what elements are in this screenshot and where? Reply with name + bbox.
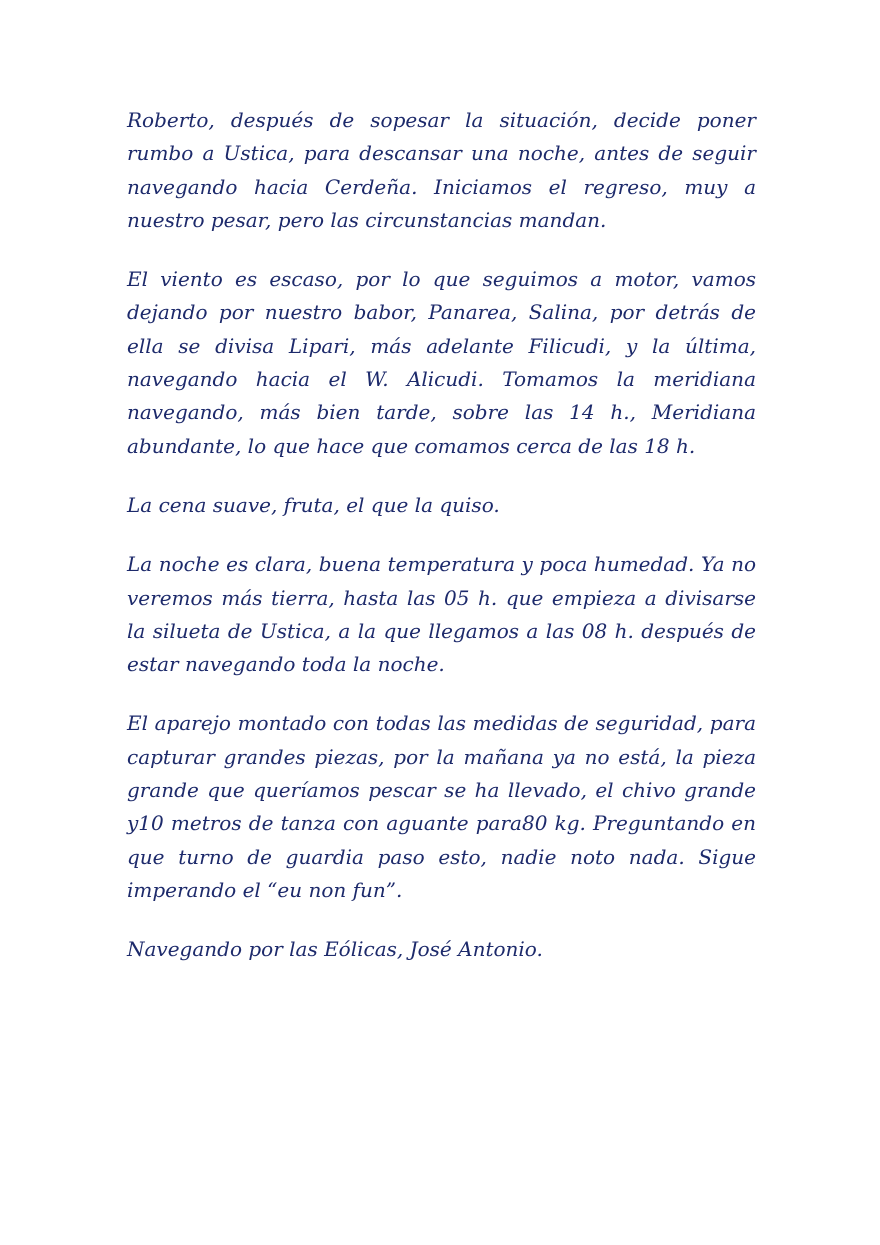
paragraph-dinner: La cena suave, fruta, el que la quiso.	[127, 492, 500, 517]
paragraph-night-navigation: La noche es clara, buena temperatura y poca humedad. Ya no veremos más tierra, hasta las 05 h. que empieza a divisarse la silueta de Ustica, a la que llegamos a las 08 h. después de estar navegando toda la noche.	[127, 552, 756, 677]
paragraph-ustica-decision: Roberto, después de sopesar la situación, decide poner rumbo a Ustica, para descansar una noche, antes de seguir navegando hacia Cerdeña. Iniciamos el regreso, muy a nuestro pesar, pero las circunstancias mandan.	[127, 108, 756, 232]
signature-line: Navegando por las Eólicas, José Antonio.	[127, 937, 543, 962]
paragraph-islands-passage: El viento es escaso, por lo que seguimos a motor, vamos dejando por nuestro babor, Panarea, Salina, por detrás de ella se divisa Lipari, más adelante Filicudi, y la última, navegando hacia el W. Alicudi. Tomamos la meridiana navegando, más bien tarde, sobre las 14 h., Meridiana abundante, lo que hace que comamos cerca de las 18 h.	[127, 267, 756, 458]
document-body	[127, 104, 756, 993]
paragraph-fishing-gear: El aparejo montado con todas las medidas de seguridad, para capturar grandes piezas, por la mañana ya no está, la pieza grande que queríamos pescar se ha llevado, el chivo grande y10 metros de tanza con aguante para80 kg. Preguntando en que turno de guardia paso esto, nadie noto nada. Sigue imperando el “eu non fun”.	[127, 711, 756, 902]
